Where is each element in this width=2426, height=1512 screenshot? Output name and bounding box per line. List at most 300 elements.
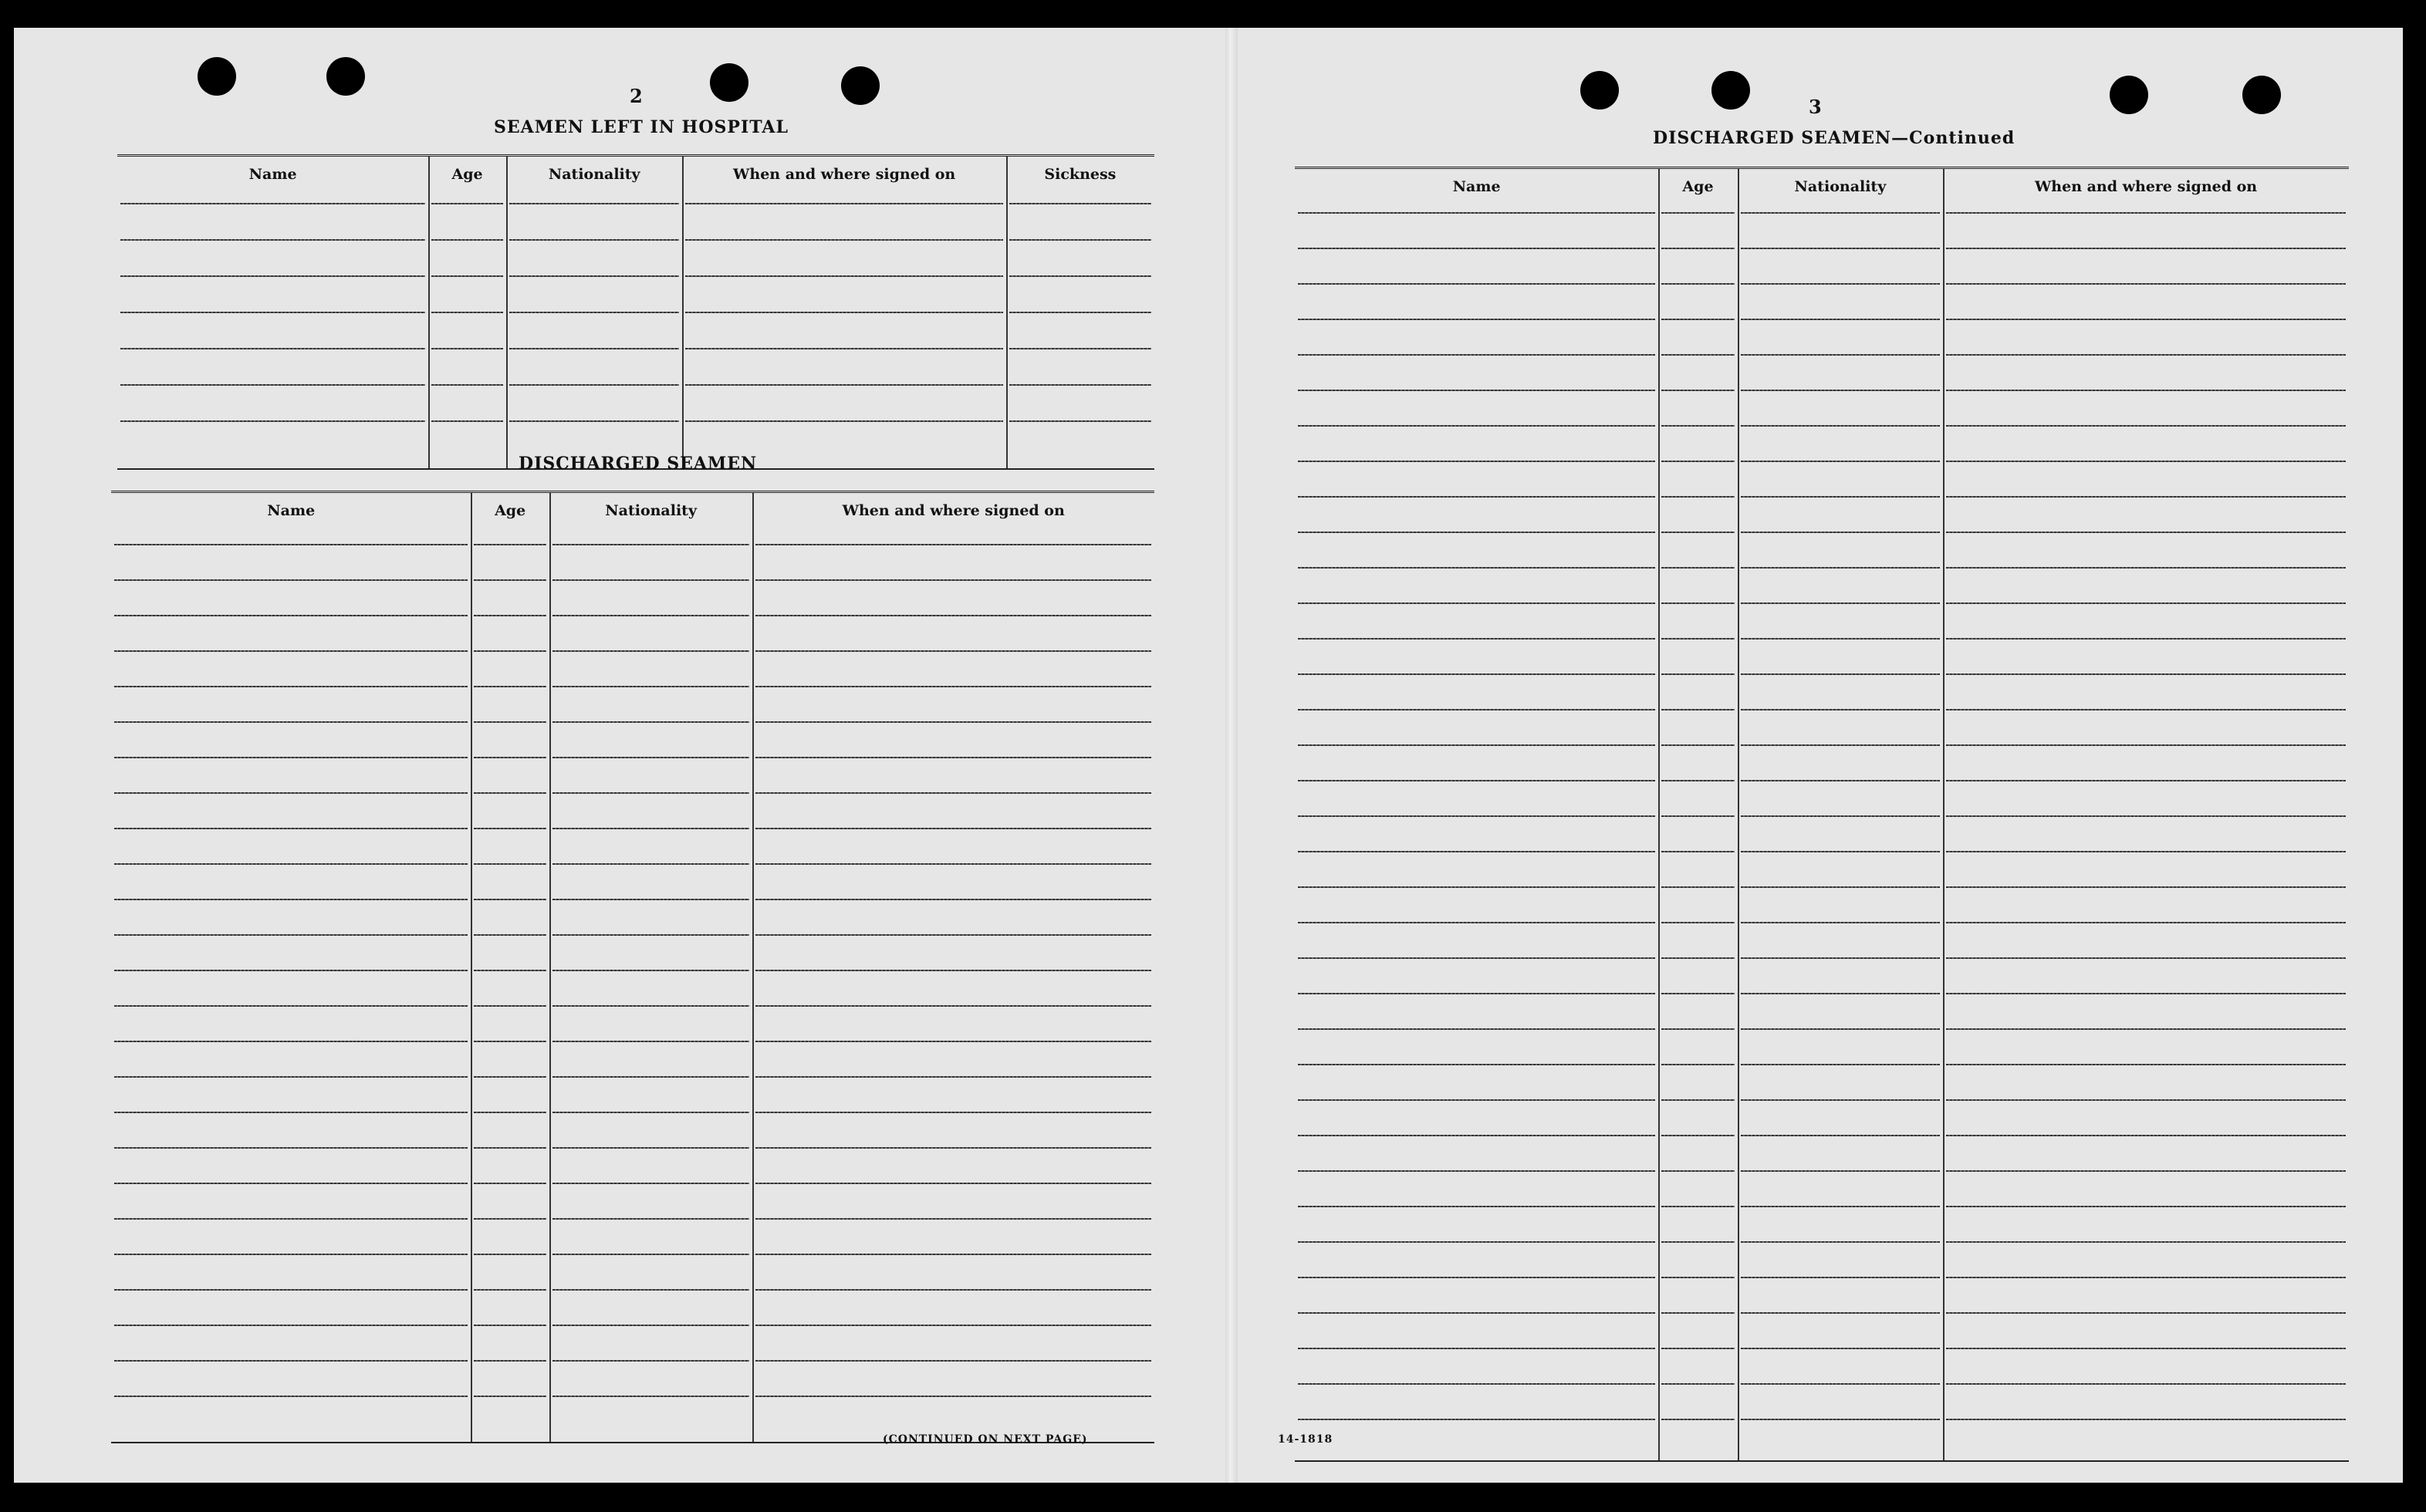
column-divider: [506, 157, 508, 468]
entry-line[interactable]: [1298, 532, 1655, 533]
entry-line[interactable]: [755, 1112, 1151, 1113]
entry-line[interactable]: [1741, 1206, 1940, 1207]
entry-line[interactable]: [1661, 957, 1734, 959]
entry-line[interactable]: [1946, 1312, 2346, 1314]
entry-line[interactable]: [552, 1289, 750, 1291]
column-divider: [1943, 169, 1945, 1460]
entry-line[interactable]: [552, 1360, 750, 1362]
entry-line[interactable]: [114, 934, 468, 936]
entry-line[interactable]: [1946, 1064, 2346, 1065]
column-divider: [682, 157, 684, 468]
entry-line[interactable]: [474, 1218, 546, 1220]
entry-line[interactable]: [1741, 1419, 1940, 1420]
entry-line[interactable]: [1009, 420, 1151, 422]
entry-line[interactable]: [685, 275, 1002, 277]
entry-line[interactable]: [1661, 248, 1734, 249]
entry-line[interactable]: [755, 1218, 1151, 1220]
entry-line[interactable]: [755, 1360, 1151, 1362]
entry-line[interactable]: [1946, 319, 2346, 320]
entry-line[interactable]: [1298, 1206, 1655, 1207]
entry-line[interactable]: [552, 1218, 750, 1220]
entry-line[interactable]: [755, 1005, 1151, 1007]
entry-line[interactable]: [552, 579, 750, 581]
entry-line[interactable]: [1298, 1099, 1655, 1101]
entry-line[interactable]: [1661, 886, 1734, 888]
entry-line[interactable]: [509, 275, 679, 277]
entry-line[interactable]: [552, 1112, 750, 1113]
entry-line[interactable]: [685, 420, 1002, 422]
entry-line[interactable]: [1298, 957, 1655, 959]
entry-line[interactable]: [474, 1289, 546, 1291]
entry-line[interactable]: [1661, 390, 1734, 391]
entry-line[interactable]: [1946, 354, 2346, 356]
entry-line[interactable]: [1661, 780, 1734, 781]
entry-line[interactable]: [1741, 780, 1940, 781]
entry-line[interactable]: [1741, 744, 1940, 746]
entry-line[interactable]: [755, 1254, 1151, 1255]
entry-line[interactable]: [1741, 673, 1940, 675]
punch-hole: [2242, 76, 2281, 114]
punch-hole: [2110, 76, 2148, 114]
entry-line[interactable]: [1741, 1312, 1940, 1314]
entry-line[interactable]: [755, 1076, 1151, 1078]
entry-line[interactable]: [1946, 886, 2346, 888]
entry-line[interactable]: [114, 721, 468, 723]
entry-line[interactable]: [1298, 1241, 1655, 1243]
entry-line[interactable]: [1298, 567, 1655, 569]
entry-line[interactable]: [509, 384, 679, 386]
entry-line[interactable]: [1661, 1135, 1734, 1136]
entry-line[interactable]: [474, 686, 546, 687]
punch-hole: [710, 63, 748, 102]
entry-line[interactable]: [1661, 638, 1734, 640]
entry-line[interactable]: [1298, 248, 1655, 249]
entry-line[interactable]: [1661, 1348, 1734, 1349]
entry-line[interactable]: [120, 420, 425, 422]
header-underline: [509, 203, 679, 204]
entry-line[interactable]: [1741, 993, 1940, 994]
header-underline: [685, 203, 1002, 204]
entry-line[interactable]: [685, 384, 1002, 386]
entry-line[interactable]: [509, 239, 679, 241]
entry-line[interactable]: [1741, 532, 1940, 533]
header-underline: [114, 544, 468, 545]
entry-line[interactable]: [474, 1183, 546, 1184]
entry-line[interactable]: [1741, 1383, 1940, 1385]
entry-line[interactable]: [552, 757, 750, 758]
entry-line[interactable]: [431, 239, 503, 241]
entry-line[interactable]: [1661, 496, 1734, 498]
discharged-section-title: DISCHARGED SEAMEN: [519, 454, 758, 474]
entry-line[interactable]: [1661, 425, 1734, 427]
entry-line[interactable]: [1741, 815, 1940, 817]
entry-line[interactable]: [1741, 922, 1940, 923]
entry-line[interactable]: [1009, 348, 1151, 349]
entry-line[interactable]: [1298, 638, 1655, 640]
entry-line[interactable]: [552, 934, 750, 936]
entry-line[interactable]: [1661, 815, 1734, 817]
entry-line[interactable]: [1741, 319, 1940, 320]
entry-line[interactable]: [552, 1396, 750, 1397]
entry-line[interactable]: [685, 348, 1002, 349]
entry-line[interactable]: [1661, 319, 1734, 320]
entry-line[interactable]: [1298, 851, 1655, 852]
entry-line[interactable]: [474, 1360, 546, 1362]
entry-line[interactable]: [1009, 239, 1151, 241]
entry-line[interactable]: [755, 650, 1151, 652]
entry-line[interactable]: [552, 1005, 750, 1007]
entry-line[interactable]: [755, 1041, 1151, 1042]
entry-line[interactable]: [1298, 993, 1655, 994]
column-header-sickness: Sickness: [1044, 166, 1117, 183]
entry-line[interactable]: [1298, 780, 1655, 781]
entry-line[interactable]: [474, 792, 546, 794]
entry-line[interactable]: [552, 863, 750, 865]
entry-line[interactable]: [1661, 1206, 1734, 1207]
entry-line[interactable]: [120, 312, 425, 313]
column-header-nationality: Nationality: [1794, 178, 1887, 195]
entry-line[interactable]: [431, 312, 503, 313]
discharged-continued-table: [1295, 167, 2349, 1460]
entry-line[interactable]: [685, 239, 1002, 241]
entry-line[interactable]: [1298, 673, 1655, 675]
entry-line[interactable]: [1661, 673, 1734, 675]
entry-line[interactable]: [474, 1112, 546, 1113]
entry-line[interactable]: [1661, 602, 1734, 604]
entry-line[interactable]: [474, 615, 546, 616]
entry-line[interactable]: [552, 721, 750, 723]
entry-line[interactable]: [1741, 461, 1940, 462]
entry-line[interactable]: [552, 1076, 750, 1078]
entry-line[interactable]: [1298, 354, 1655, 356]
entry-line[interactable]: [114, 1396, 468, 1397]
entry-line[interactable]: [1298, 922, 1655, 923]
entry-line[interactable]: [1946, 532, 2346, 533]
column-divider: [752, 493, 754, 1442]
entry-line[interactable]: [1298, 1028, 1655, 1030]
entry-line[interactable]: [1741, 248, 1940, 249]
entry-line[interactable]: [1661, 851, 1734, 852]
entry-line[interactable]: [1946, 567, 2346, 569]
entry-line[interactable]: [120, 384, 425, 386]
entry-line[interactable]: [1946, 390, 2346, 391]
entry-line[interactable]: [552, 1041, 750, 1042]
entry-line[interactable]: [114, 970, 468, 971]
entry-line[interactable]: [1946, 1419, 2346, 1420]
entry-line[interactable]: [1741, 851, 1940, 852]
entry-line[interactable]: [114, 828, 468, 829]
entry-line[interactable]: [1298, 709, 1655, 710]
entry-line[interactable]: [431, 384, 503, 386]
entry-line[interactable]: [1298, 886, 1655, 888]
entry-line[interactable]: [509, 312, 679, 313]
scanned-sheet: [14, 28, 2403, 1483]
entry-line[interactable]: [1298, 496, 1655, 498]
entry-line[interactable]: [431, 348, 503, 349]
entry-line[interactable]: [1741, 283, 1940, 285]
entry-line[interactable]: [552, 1147, 750, 1149]
column-header-name: Name: [248, 166, 297, 183]
entry-line[interactable]: [755, 828, 1151, 829]
entry-line[interactable]: [1661, 1277, 1734, 1278]
entry-line[interactable]: [1946, 922, 2346, 923]
entry-line[interactable]: [1741, 1099, 1940, 1101]
entry-line[interactable]: [1661, 993, 1734, 994]
entry-line[interactable]: [114, 863, 468, 865]
entry-line[interactable]: [755, 863, 1151, 865]
entry-line[interactable]: [474, 579, 546, 581]
entry-line[interactable]: [1946, 780, 2346, 781]
entry-line[interactable]: [1741, 638, 1940, 640]
entry-line[interactable]: [114, 1254, 468, 1255]
entry-line[interactable]: [474, 1325, 546, 1326]
page-number-left: 2: [630, 85, 643, 107]
entry-line[interactable]: [755, 1147, 1151, 1149]
entry-line[interactable]: [1298, 1170, 1655, 1172]
entry-line[interactable]: [1741, 390, 1940, 391]
entry-line[interactable]: [1661, 354, 1734, 356]
entry-line[interactable]: [474, 1147, 546, 1149]
entry-line[interactable]: [114, 1112, 468, 1113]
entry-line[interactable]: [1741, 354, 1940, 356]
entry-line[interactable]: [474, 863, 546, 865]
entry-line[interactable]: [755, 1289, 1151, 1291]
entry-line[interactable]: [114, 1360, 468, 1362]
entry-line[interactable]: [1298, 461, 1655, 462]
entry-line[interactable]: [474, 1254, 546, 1255]
entry-line[interactable]: [1946, 1241, 2346, 1243]
punch-hole: [198, 57, 236, 96]
entry-line[interactable]: [1661, 1064, 1734, 1065]
entry-line[interactable]: [1298, 390, 1655, 391]
entry-line[interactable]: [1661, 283, 1734, 285]
entry-line[interactable]: [474, 1076, 546, 1078]
entry-line[interactable]: [1946, 248, 2346, 249]
entry-line[interactable]: [114, 1289, 468, 1291]
column-header-age: Age: [1682, 178, 1714, 195]
entry-line[interactable]: [755, 615, 1151, 616]
entry-line[interactable]: [474, 1396, 546, 1397]
entry-line[interactable]: [552, 686, 750, 687]
entry-line[interactable]: [474, 1041, 546, 1042]
entry-line[interactable]: [685, 312, 1002, 313]
entry-line[interactable]: [114, 579, 468, 581]
entry-line[interactable]: [114, 615, 468, 616]
entry-line[interactable]: [1741, 602, 1940, 604]
entry-line[interactable]: [552, 970, 750, 971]
entry-line[interactable]: [114, 650, 468, 652]
header-underline: [1661, 212, 1734, 214]
entry-line[interactable]: [755, 1183, 1151, 1184]
entry-line[interactable]: [1298, 744, 1655, 746]
entry-line[interactable]: [1661, 461, 1734, 462]
entry-line[interactable]: [114, 792, 468, 794]
table-bottom-rule: [1295, 1460, 2349, 1462]
entry-line[interactable]: [1946, 709, 2346, 710]
header-underline: [1946, 212, 2346, 214]
entry-line[interactable]: [1946, 602, 2346, 604]
entry-line[interactable]: [474, 650, 546, 652]
entry-line[interactable]: [1298, 319, 1655, 320]
entry-line[interactable]: [755, 721, 1151, 723]
entry-line[interactable]: [1661, 1170, 1734, 1172]
entry-line[interactable]: [1946, 993, 2346, 994]
entry-line[interactable]: [1741, 1170, 1940, 1172]
entry-line[interactable]: [474, 1005, 546, 1007]
entry-line[interactable]: [509, 348, 679, 349]
entry-line[interactable]: [114, 1005, 468, 1007]
entry-line[interactable]: [474, 757, 546, 758]
entry-line[interactable]: [1946, 744, 2346, 746]
entry-line[interactable]: [1741, 496, 1940, 498]
entry-line[interactable]: [114, 1325, 468, 1326]
footer-continued: (CONTINUED ON NEXT PAGE): [883, 1433, 1088, 1446]
entry-line[interactable]: [1741, 1028, 1940, 1030]
entry-line[interactable]: [755, 579, 1151, 581]
entry-line[interactable]: [1661, 567, 1734, 569]
entry-line[interactable]: [120, 275, 425, 277]
entry-line[interactable]: [552, 899, 750, 900]
header-underline: [1009, 203, 1151, 204]
entry-line[interactable]: [1946, 851, 2346, 852]
entry-line[interactable]: [1946, 957, 2346, 959]
entry-line[interactable]: [1298, 1064, 1655, 1065]
entry-line[interactable]: [1661, 1241, 1734, 1243]
discharged-table: [111, 491, 1154, 1442]
entry-line[interactable]: [1009, 275, 1151, 277]
entry-line[interactable]: [1661, 1383, 1734, 1385]
entry-line[interactable]: [1661, 1419, 1734, 1420]
page-number-right: 3: [1809, 96, 1822, 118]
column-header-age: Age: [495, 502, 526, 519]
entry-line[interactable]: [114, 686, 468, 687]
entry-line[interactable]: [1298, 283, 1655, 285]
entry-line[interactable]: [552, 615, 750, 616]
entry-line[interactable]: [552, 1254, 750, 1255]
entry-line[interactable]: [114, 757, 468, 758]
entry-line[interactable]: [1946, 1028, 2346, 1030]
entry-line[interactable]: [552, 1325, 750, 1326]
entry-line[interactable]: [114, 1041, 468, 1042]
entry-line[interactable]: [1661, 532, 1734, 533]
entry-line[interactable]: [114, 1076, 468, 1078]
entry-line[interactable]: [755, 757, 1151, 758]
header-underline: [1741, 212, 1940, 214]
header-underline: [431, 203, 503, 204]
entry-line[interactable]: [1298, 1277, 1655, 1278]
entry-line[interactable]: [1946, 673, 2346, 675]
discharged-continued-title: DISCHARGED SEAMEN—Continued: [1653, 128, 2015, 148]
entry-line[interactable]: [1946, 283, 2346, 285]
entry-line[interactable]: [1946, 496, 2346, 498]
entry-line[interactable]: [1741, 567, 1940, 569]
entry-line[interactable]: [1661, 744, 1734, 746]
entry-line[interactable]: [755, 686, 1151, 687]
entry-line[interactable]: [1298, 602, 1655, 604]
header-underline: [552, 544, 750, 545]
entry-line[interactable]: [1741, 1277, 1940, 1278]
column-divider: [1658, 169, 1660, 1460]
entry-line[interactable]: [1946, 425, 2346, 427]
entry-line[interactable]: [1946, 1277, 2346, 1278]
column-divider: [471, 493, 472, 1442]
entry-line[interactable]: [1661, 1099, 1734, 1101]
entry-line[interactable]: [552, 792, 750, 794]
entry-line[interactable]: [1946, 1170, 2346, 1172]
entry-line[interactable]: [474, 828, 546, 829]
entry-line[interactable]: [114, 899, 468, 900]
entry-line[interactable]: [552, 650, 750, 652]
entry-line[interactable]: [552, 1183, 750, 1184]
entry-line[interactable]: [114, 1218, 468, 1220]
entry-line[interactable]: [114, 1183, 468, 1184]
entry-line[interactable]: [431, 420, 503, 422]
entry-line[interactable]: [755, 1396, 1151, 1397]
entry-line[interactable]: [1741, 1241, 1940, 1243]
entry-line[interactable]: [1661, 1312, 1734, 1314]
header-underline: [120, 203, 425, 204]
entry-line[interactable]: [474, 899, 546, 900]
form-number: 14-1818: [1278, 1433, 1333, 1446]
entry-line[interactable]: [1946, 638, 2346, 640]
entry-line[interactable]: [1661, 709, 1734, 710]
entry-line[interactable]: [1741, 1348, 1940, 1349]
entry-line[interactable]: [1298, 1419, 1655, 1420]
entry-line[interactable]: [1946, 1383, 2346, 1385]
header-underline: [1298, 212, 1655, 214]
entry-line[interactable]: [114, 1147, 468, 1149]
entry-line[interactable]: [755, 1325, 1151, 1326]
entry-line[interactable]: [1298, 425, 1655, 427]
entry-line[interactable]: [1946, 1206, 2346, 1207]
entry-line[interactable]: [1741, 886, 1940, 888]
entry-line[interactable]: [1946, 1099, 2346, 1101]
column-header-when-and-where-signed-on: When and where signed on: [733, 166, 956, 183]
entry-line[interactable]: [474, 970, 546, 971]
entry-line[interactable]: [755, 899, 1151, 900]
entry-line[interactable]: [1946, 1348, 2346, 1349]
entry-line[interactable]: [474, 934, 546, 936]
entry-line[interactable]: [1741, 1064, 1940, 1065]
entry-line[interactable]: [1661, 1028, 1734, 1030]
entry-line[interactable]: [1741, 709, 1940, 710]
entry-line[interactable]: [755, 970, 1151, 971]
entry-line[interactable]: [1298, 1312, 1655, 1314]
entry-line[interactable]: [431, 275, 503, 277]
entry-line[interactable]: [120, 239, 425, 241]
entry-line[interactable]: [1661, 922, 1734, 923]
entry-line[interactable]: [1009, 384, 1151, 386]
entry-line[interactable]: [755, 934, 1151, 936]
entry-line[interactable]: [552, 828, 750, 829]
entry-line[interactable]: [509, 420, 679, 422]
entry-line[interactable]: [120, 348, 425, 349]
entry-line[interactable]: [474, 721, 546, 723]
entry-line[interactable]: [1741, 1135, 1940, 1136]
entry-line[interactable]: [1298, 1348, 1655, 1349]
entry-line[interactable]: [1009, 312, 1151, 313]
entry-line[interactable]: [1946, 815, 2346, 817]
entry-line[interactable]: [1946, 1135, 2346, 1136]
entry-line[interactable]: [1298, 1383, 1655, 1385]
entry-line[interactable]: [1741, 425, 1940, 427]
entry-line[interactable]: [1741, 957, 1940, 959]
entry-line[interactable]: [755, 792, 1151, 794]
entry-line[interactable]: [1298, 815, 1655, 817]
column-header-nationality: Nationality: [548, 166, 640, 183]
entry-line[interactable]: [1298, 1135, 1655, 1136]
entry-line[interactable]: [1946, 461, 2346, 462]
